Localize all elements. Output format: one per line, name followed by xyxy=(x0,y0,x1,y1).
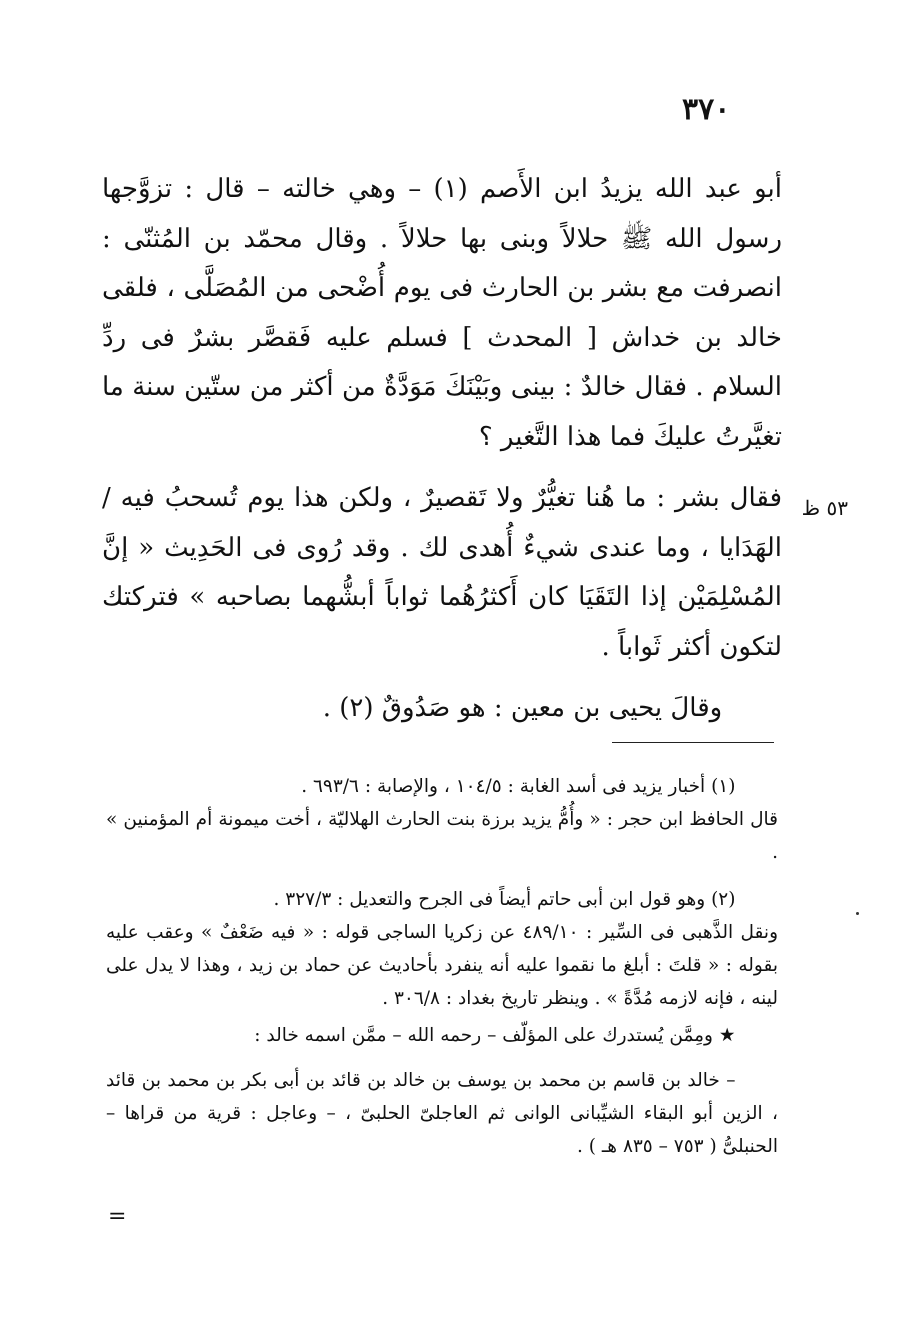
footnote-2-continuation: ونقل الذَّهبى فى السِّير : ٤٨٩/١٠ عن زكريا الساجى قوله : « فيه ضَعْفٌ » وعقب عليه بقوله : « قلتَ : أبلغ ما نقموا عليه أنه ينفرد بأحاديث عن حماد بن زيد ، وهذا لا يدل على لينه ، فإنه لازمه مُدَّةً » . وينظر تاريخ بغداد : ٣٠٦/٨ . xyxy=(106,922,779,1009)
main-paragraph: فقال بشر : ما هُنا تغيُّرٌ ولا تَقصيرٌ ، ولكن هذا يوم تُسحبُ فيه / الهَدَايا ، وما عندى شيءٌ أُهدى لك . وقد رُوى فى الحَدِيث « إنَّ المُسْلِمَيْن إذا التَقَيَا كان أَكثرُهُما ثواباً أبشُّهما بصاحبه » فتركتك لتكون أكثر ثَواباً . xyxy=(102,483,782,662)
editor-addition-note: ★ ومِمَّن يُستدرك على المؤلّف – رحمه الله – ممَّن اسمه خالد : xyxy=(254,1025,736,1046)
print-speck xyxy=(856,912,859,915)
main-paragraph: وقالَ يحيى بن معين : هو صَدُوقٌ (٢) . xyxy=(322,693,723,723)
editor-addition-entry: – خالد بن قاسم بن محمد بن يوسف بن خالد بن قائد بن أبى بكر بن محمد بن قائد ، الزين أبو البقاء الشيِّبانى الوانى ثم العاجلىّ الحلبىّ ، – وعاجل : قرية من قراها – الحنبلىُّ ( ٧٥٣ – ٨٣٥ هـ ) . xyxy=(106,1070,778,1157)
continuation-mark: = xyxy=(108,1204,127,1229)
main-paragraph: أبو عبد الله يزيدُ ابن الأَصم (١) – وهي خالته – قال : تزوَّجها رسول الله ﷺ حلالاً وبنى بها حلالاً . وقال محمّد بن المُثنّى : انصرفت مع بشر بن الحارث فى يوم أُضْحى من المُصَلَّى ، فلقى خالد بن خداش [ المحدث ] فسلم عليه فَقصَّر بشرٌ فى ردِّ السلام . فقال خالدٌ : بينى وبَيْنَكَ مَوَدَّةٌ من أكثر من ستّين سنة ما تغيَّرتُ عليكَ فما هذا التَّغير ؟ xyxy=(102,174,782,452)
footnote-separator xyxy=(612,742,774,743)
page-number: ٣٧٠ xyxy=(682,92,731,127)
manuscript-folio-note: ٥٣ ظ xyxy=(801,496,848,520)
footnotes xyxy=(106,770,778,1163)
footnote-1-continuation: قال الحافظ ابن حجر : « وأُمُّ يزيد برزة بنت الحارث الهلاليّة ، أخت ميمونة أم المؤمنين » . xyxy=(106,809,778,863)
main-text xyxy=(102,165,782,734)
footnote-1: (١) أخبار يزيد فى أسد الغابة : ١٠٤/٥ ، والإصابة : ٦٩٣/٦ . xyxy=(301,776,736,797)
footnote-2: (٢) وهو قول ابن أبى حاتم أيضاً فى الجرح والتعديل : ٣٢٧/٣ . xyxy=(273,889,736,910)
